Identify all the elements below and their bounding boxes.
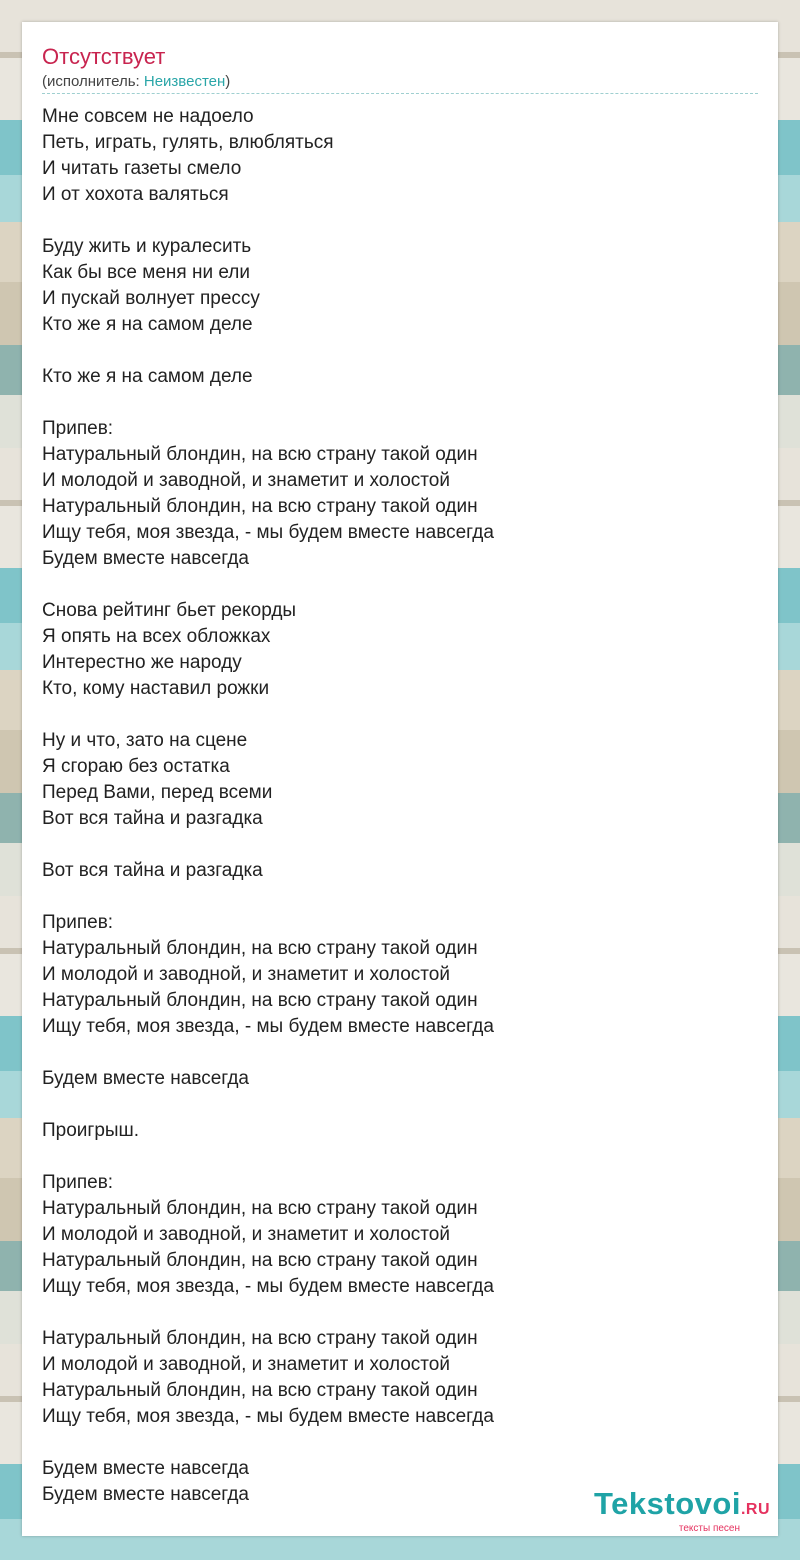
lyric-line: Вот вся тайна и разгадка	[42, 860, 263, 881]
lyric-line: Натуральный блондин, на всю страну такой один	[42, 1198, 478, 1219]
logo-tld: .RU	[740, 1501, 770, 1518]
lyric-line: И молодой и заводной, и знаметит и холостой	[42, 1224, 450, 1245]
lyric-line: Ищу тебя, моя звезда, - мы будем вместе навсегда	[42, 1406, 494, 1427]
lyric-line: Натуральный блондин, на всю страну такой один	[42, 1250, 478, 1271]
lyric-line	[42, 1040, 758, 1066]
lyric-line: Кто же я на самом деле	[42, 366, 253, 387]
lyric-line: Припев:	[42, 912, 114, 933]
lyric-line: Натуральный блондин, на всю страну такой один	[42, 990, 478, 1011]
lyric-line: Кто, кому наставил рожки	[42, 678, 270, 699]
lyric-line: И молодой и заводной, и знаметит и холостой	[42, 1354, 450, 1375]
lyric-line: И пускай волнует прессу	[42, 288, 260, 309]
lyrics-text	[42, 104, 758, 1508]
lyric-line	[42, 572, 758, 598]
lyric-line: Интерестно же народу	[42, 652, 242, 673]
lyric-line: Будем вместе навсегда	[42, 1068, 249, 1089]
song-title: Отсутствует	[42, 44, 166, 69]
site-logo[interactable]	[594, 1487, 770, 1534]
logo-name: Tekstovoi	[594, 1486, 741, 1521]
lyric-line: Кто же я на самом деле	[42, 314, 253, 335]
lyric-line: Снова рейтинг бьет рекорды	[42, 600, 297, 621]
lyric-line: Ищу тебя, моя звезда, - мы будем вместе навсегда	[42, 1016, 494, 1037]
lyric-line	[42, 1300, 758, 1326]
title-divider	[42, 93, 758, 94]
performer-prefix: (исполнитель:	[42, 73, 144, 90]
lyric-line: Будем вместе навсегда	[42, 548, 249, 569]
lyric-line	[42, 1144, 758, 1170]
lyric-line: Ищу тебя, моя звезда, - мы будем вместе навсегда	[42, 1276, 494, 1297]
lyric-line	[42, 338, 758, 364]
lyrics-card	[22, 22, 778, 1536]
lyric-line: Ищу тебя, моя звезда, - мы будем вместе навсегда	[42, 522, 494, 543]
lyric-line: Натуральный блондин, на всю страну такой один	[42, 444, 478, 465]
lyric-line: Проигрыш.	[42, 1120, 140, 1141]
lyric-line	[42, 1092, 758, 1118]
lyric-line: Перед Вами, перед всеми	[42, 782, 273, 803]
performer-line	[42, 72, 230, 92]
artist-link[interactable]: Неизвестен	[143, 73, 226, 90]
lyric-line: Натуральный блондин, на всю страну такой один	[42, 938, 478, 959]
lyric-line: И молодой и заводной, и знаметит и холостой	[42, 470, 450, 491]
lyric-line	[42, 390, 758, 416]
lyric-line	[42, 832, 758, 858]
lyric-line: Натуральный блондин, на всю страну такой один	[42, 1328, 478, 1349]
lyric-line: Натуральный блондин, на всю страну такой один	[42, 496, 478, 517]
logo-wordmark	[594, 1487, 770, 1527]
lyric-line	[42, 702, 758, 728]
lyric-line: И молодой и заводной, и знаметит и холостой	[42, 964, 450, 985]
lyric-line: Припев:	[42, 418, 114, 439]
lyric-line: Ну и что, зато на сцене	[42, 730, 248, 751]
lyric-line: И читать газеты смело	[42, 158, 242, 179]
lyric-line	[42, 208, 758, 234]
lyric-line: Припев:	[42, 1172, 114, 1193]
lyric-line: Мне совсем не надоело	[42, 106, 254, 127]
lyric-line: Я сгораю без остатка	[42, 756, 230, 777]
lyric-line: И от хохота валяться	[42, 184, 229, 205]
lyric-line: Петь, играть, гулять, влюбляться	[42, 132, 334, 153]
lyric-line: Как бы все меня ни ели	[42, 262, 250, 283]
logo-tagline: тексты песен	[678, 1523, 740, 1534]
lyric-line	[42, 1430, 758, 1456]
lyric-line: Будем вместе навсегда	[42, 1458, 249, 1479]
lyric-line: Я опять на всех обложках	[42, 626, 271, 647]
lyric-line: Буду жить и куралесить	[42, 236, 252, 257]
lyric-line: Вот вся тайна и разгадка	[42, 808, 263, 829]
lyric-line	[42, 884, 758, 910]
performer-suffix: )	[225, 73, 231, 90]
lyric-line: Натуральный блондин, на всю страну такой один	[42, 1380, 478, 1401]
lyric-line: Будем вместе навсегда	[42, 1484, 249, 1505]
